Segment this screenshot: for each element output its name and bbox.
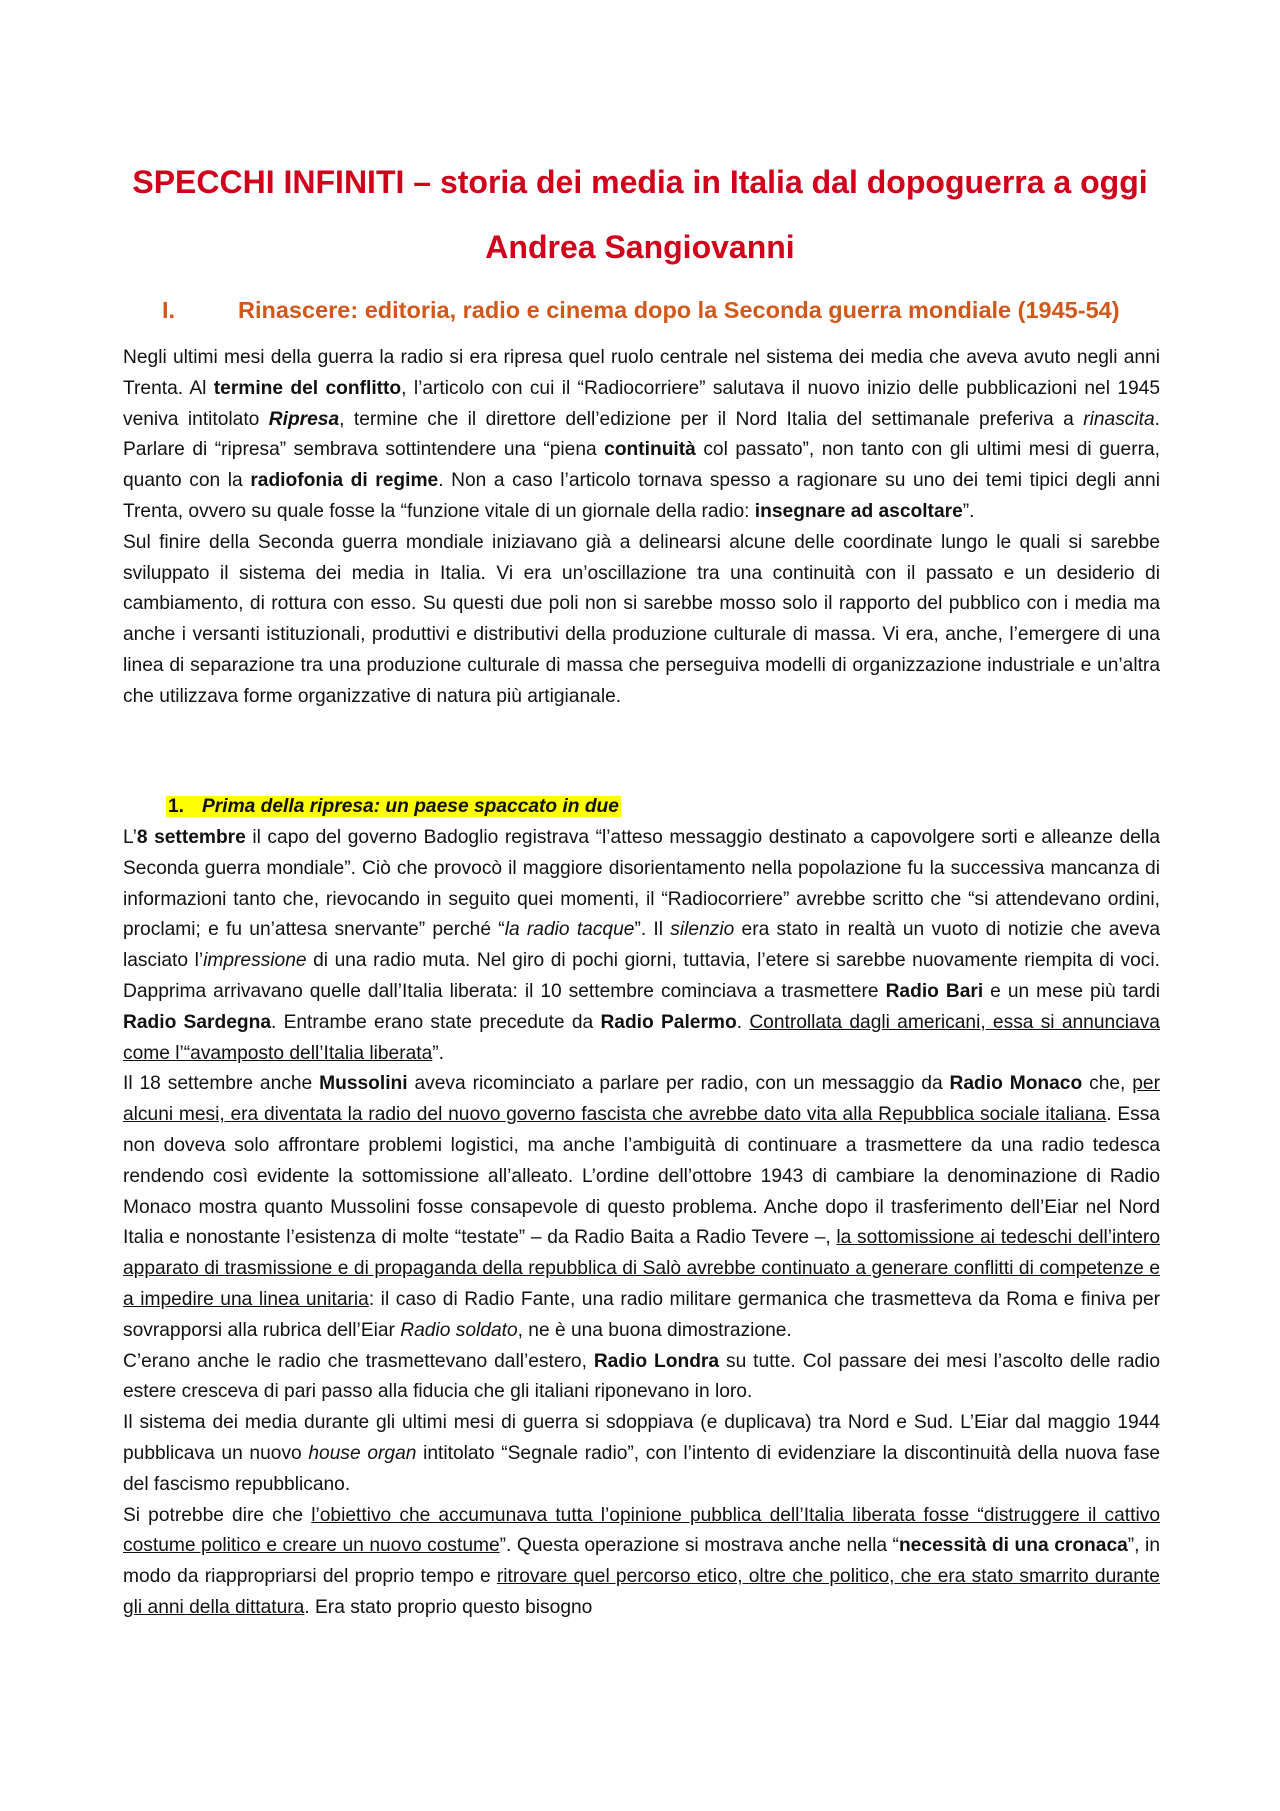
section-number: I. xyxy=(162,297,176,323)
paragraph: Negli ultimi mesi della guerra la radio si era ripresa quel ruolo centrale nel sistema dei media che aveva avuto negli anni Trenta. Al termine del conflitto, l’articolo con cui il “Radiocorriere” salutava il nuovo inizio delle pubblicazioni nel 1945 veniva intitolato Ripresa, termine che il direttore dell’edizione per il Nord Italia del settimanale preferiva a rinascita. Parlare di “ripresa” sembrava sottintendere una “piena continuità col passato”, non tanto con gli ultimi mesi di guerra, quanto con la radiofonia di regime. Non a caso l’articolo tornava spesso a ragionare su uno dei temi tipici degli anni Trenta, ovvero su quale fosse la “funzione vitale di un giornale della radio: insegnare ad ascoltare”. xyxy=(123,347,1161,522)
paragraph: L’8 settembre il capo del governo Badoglio registrava “l’atteso messaggio destinato a capovolgere sorti e alleanze della Seconda guerra mondiale”. Ciò che provocò il maggiore disorientamento nella popolazione fu la successiva mancanza di informazioni tanto che, rievocando in seguito quei momenti, il “Radiocorriere” avrebbe scritto che “si attendevano ordini, proclami; e fu un’attesa snervante” perché “la radio tacque”. Il silenzio era stato in realtà un vuoto di notizie che aveva lasciato l’impressione di una radio muta. Nel giro di pochi giorni, tuttavia, l’etere si sarebbe nuovamente riempita di voci. Dapprima arrivavano quelle dall’Italia liberata: il 10 settembre cominciava a trasmettere Radio Bari e un mese più tardi Radio Sardegna. Entrambe erano state precedute da Radio Palermo. Controllata dagli americani, essa si annunciava come l’“avamposto dell’Italia liberata”. xyxy=(123,827,1160,1064)
subsection-highlight xyxy=(166,796,621,817)
subsection-heading xyxy=(166,792,621,822)
paragraph: Sul finire della Seconda guerra mondiale iniziavano già a delinearsi alcune delle coordinate lungo le quali si sarebbe sviluppato il sistema dei media in Italia. Vi era un’oscillazione tra una continuità con il passato e un desiderio di cambiamento, di rottura con esso. Su questi due poli non si sarebbe mosso solo il rapporto del pubblico con i media ma anche i versanti istituzionali, produttivi e distributivi della produzione culturale di massa. Vi era, anche, l’emergere di una linea di separazione tra una produzione culturale di massa che perseguiva modelli di organizzazione industriale e un’altra che utilizzava forme organizzative di natura più artigianale. xyxy=(123,531,1160,707)
subsection-title: Prima della ripresa: un paese spaccato in due xyxy=(202,796,619,817)
paragraph: Il 18 settembre anche Mussolini aveva ricominciato a parlare per radio, con un messaggio da Radio Monaco che, per alcuni mesi, era diventata la radio del nuovo governo fascista che avrebbe dato vita alla Repubblica sociale italiana. Essa non doveva solo affrontare problemi logistici, ma anche l’ambiguità di continuare a trasmettere da una radio tedesca rendendo così evidente la sottomissione all’alleato. L’ordine dell’ottobre 1943 di cambiare la denominazione di Radio Monaco mostra quanto Mussolini fosse consapevole di questo problema. Anche dopo il trasferimento dell’Eiar nel Nord Italia e nonostante l’esistenza di molte “testate” – da Radio Baita a Radio Tevere –, la sottomissione ai tedeschi dell’intero apparato di trasmissione e di propaganda della repubblica di Salò avrebbe continuato a generare conflitti di competenze e a impedire una linea unitaria: il caso di Radio Fante, una radio militare germanica che trasmetteva da Roma e finiva per sovrapporsi alla rubrica dell’Eiar Radio soldato, ne è una buona dimostrazione. xyxy=(123,1073,1161,1341)
paragraph: C’erano anche le radio che trasmettevano dall’estero, Radio Londra su tutte. Col passare dei mesi l’ascolto delle radio estere cresceva di pari passo alla fiducia che gli italiani riponevano in loro. xyxy=(123,1350,1160,1403)
paragraph: Si potrebbe dire che l’obiettivo che accumunava tutta l’opinione pubblica dell’Italia liberata fosse “distruggere il cattivo costume politico e creare un nuovo costume”. Questa operazione si mostrava anche nella “necessità di una cronaca”, in modo da riappropriarsi del proprio tempo e ritrovare quel percorso etico, oltre che politico, che era stato smarrito durante gli anni della dittatura. Era stato proprio questo bisogno xyxy=(123,1504,1160,1618)
section-heading xyxy=(162,297,1120,324)
paragraph: Il sistema dei media durante gli ultimi mesi di guerra si sdoppiava (e duplicava) tra Nord e Sud. L’Eiar dal maggio 1944 pubblicava un nuovo house organ intitolato “Segnale radio”, con l’intento di evidenziare la discontinuità della nuova fase del fascismo repubblicano. xyxy=(123,1412,1160,1495)
author-line: Andrea Sangiovanni xyxy=(485,229,795,265)
subsection-number: 1. xyxy=(168,796,185,817)
section-title: Rinascere: editoria, radio e cinema dopo la Seconda guerra mondiale (1945-54) xyxy=(238,297,1120,323)
title-line: SPECCHI INFINITI – storia dei media in Italia dal dopoguerra a oggi xyxy=(132,164,1148,200)
intro-body xyxy=(123,343,1160,713)
document-title xyxy=(100,150,1180,280)
subsection-body xyxy=(123,823,1160,1624)
